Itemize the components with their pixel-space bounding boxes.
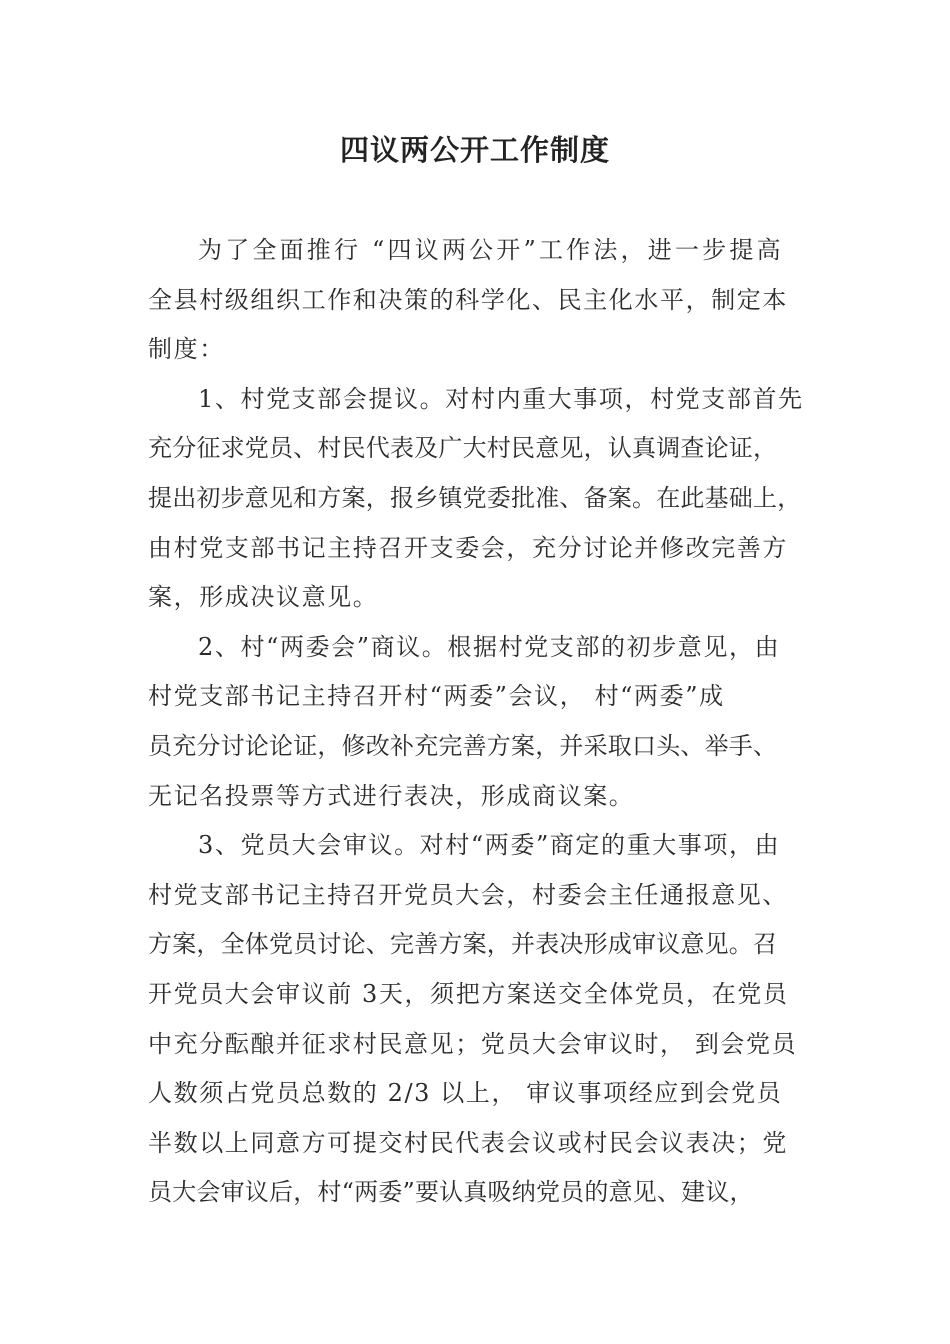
text-line: 员大会审议后，村“两委”要认真吸纳党员的意见、建议， [148, 1178, 754, 1207]
text-line: 2、村“两委会”商议。根据村党支部的初步意见，由 [198, 632, 781, 661]
text-line: 1、村党支部会提议。对村内重大事项，村党支部首先 [198, 384, 804, 413]
text-line: 村党支部书记主持召开党员大会，村委会主任通报意见、 [148, 880, 788, 909]
text-line: 提出初步意见和方案，报乡镇党委批准、备案。在此基础上， [148, 483, 802, 512]
text-line: 由村党支部书记主持召开支委会，充分讨论并修改完善方 [148, 533, 788, 562]
text-line: 中充分酝酿并征求村民意见；党员大会审议时， 到会党员 [148, 1029, 798, 1058]
document-body [148, 226, 828, 1218]
paragraph-item-2 [148, 623, 828, 821]
text-line: 开党员大会审议前 3天，须把方案送交全体党员，在党员 [148, 979, 789, 1008]
paragraph-item-3 [148, 821, 828, 1218]
text-line: 3、党员大会审议。对村“两委”商定的重大事项，由 [198, 831, 781, 860]
text-line: 村党支部书记主持召开村“两委”会议， 村“两委”成 [148, 682, 725, 711]
text-line: 充分征求党员、村民代表及广大村民意见，认真调查论证， [148, 434, 778, 463]
document-title: 四议两公开工作制度 [339, 133, 610, 167]
text-line: 案，形成决议意见。 [148, 583, 379, 612]
text-line: 半数以上同意方可提交村民代表会议或村民会议表决；党 [148, 1128, 788, 1157]
text-line: 无记名投票等方式进行表决，形成商议案。 [148, 781, 635, 810]
text-line: 人数须占党员总数的 2/3 以上， 审议事项经应到会党员 [148, 1079, 783, 1108]
paragraph-item-1 [148, 375, 828, 623]
text-line: 为了全面推行 “四议两公开”工作法，进一步提高 [198, 236, 784, 264]
text-line: 全县村级组织工作和决策的科学化、民主化水平，制定本 [148, 285, 788, 314]
text-line: 制度： [148, 335, 225, 364]
text-line: 方案，全体党员讨论、完善方案，并表决形成审议意见。召 [148, 930, 778, 959]
paragraph-intro [148, 226, 828, 375]
text-line: 员充分讨论论证，修改补充完善方案，并采取口头、举手、 [148, 731, 778, 760]
